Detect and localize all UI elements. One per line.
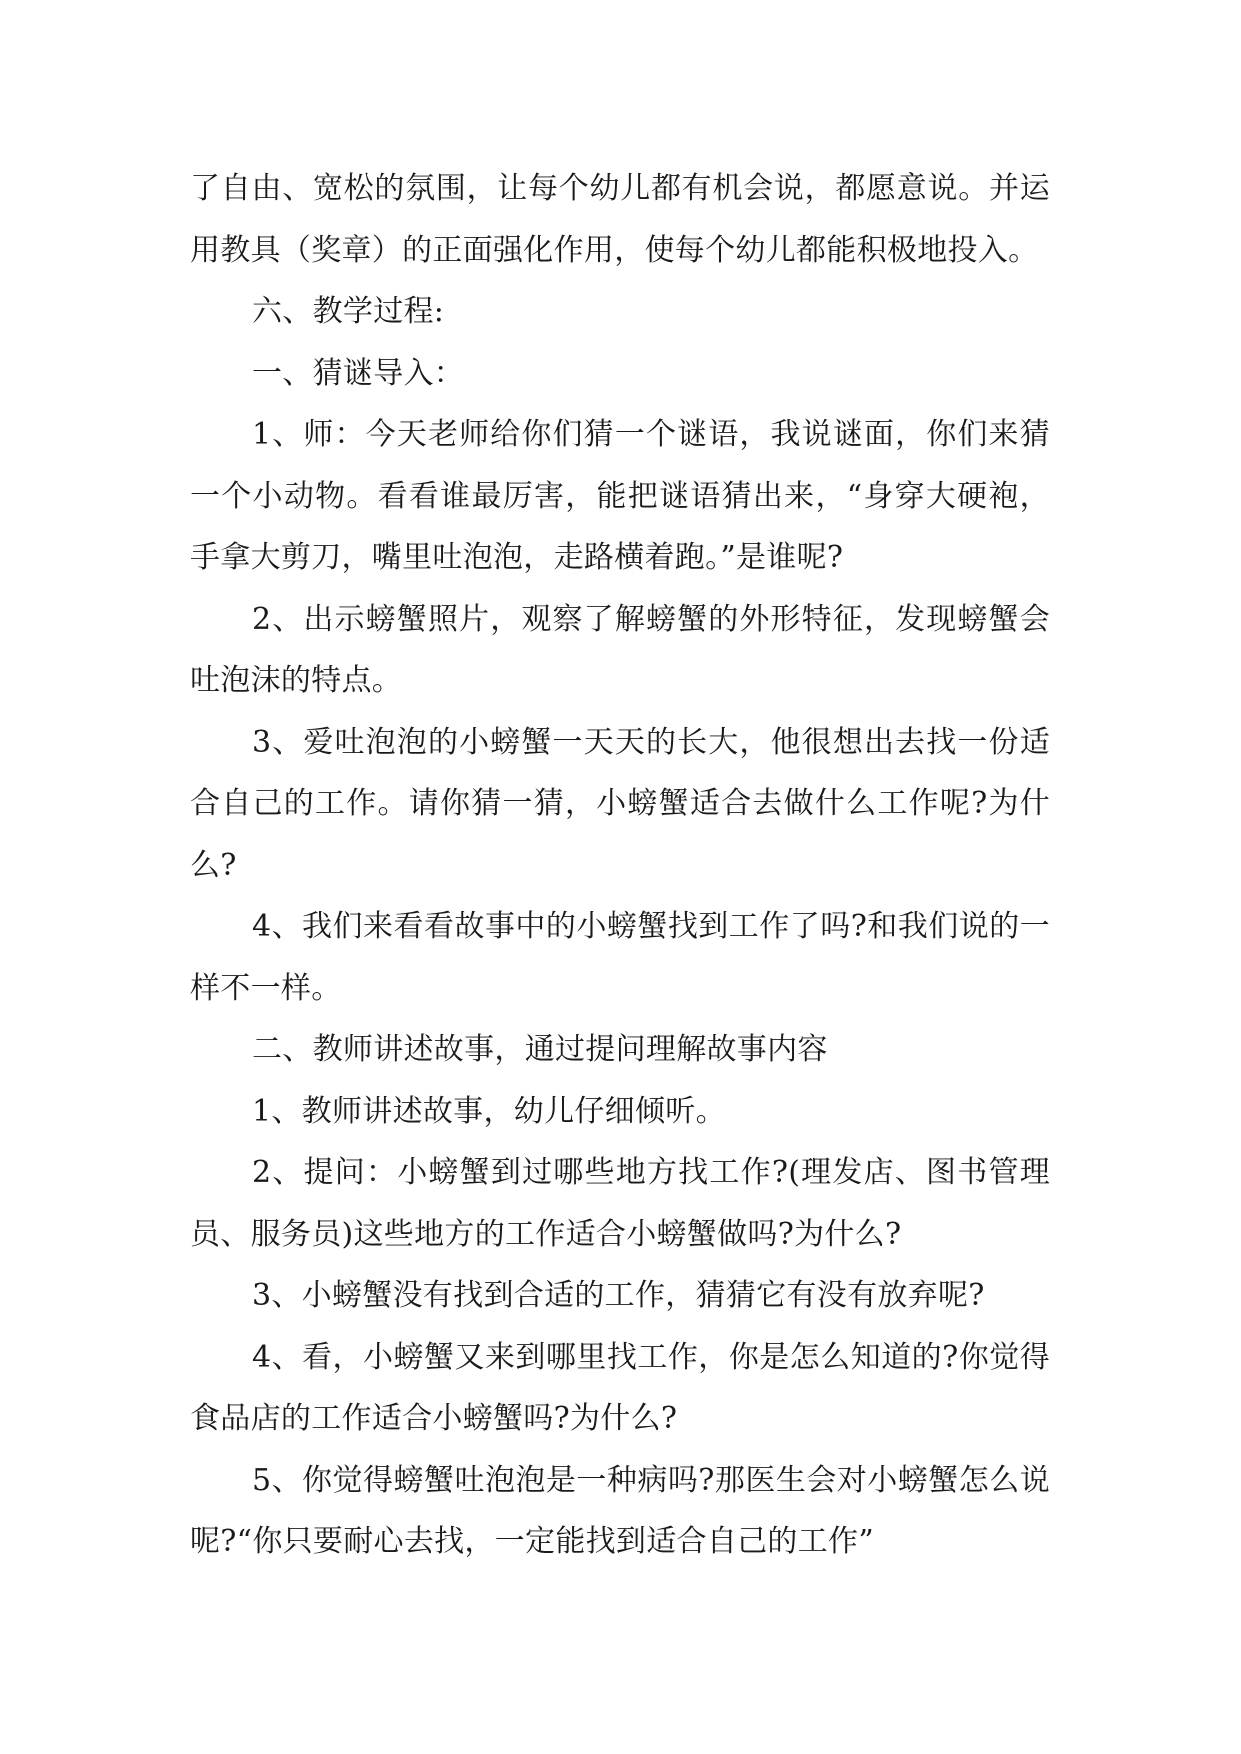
paragraph-story-step-4: 4、看，小螃蟹又来到哪里找工作，你是怎么知道的?你觉得食品店的工作适合小螃蟹吗?为什么? bbox=[190, 1339, 1050, 1436]
paragraph-story-step-2: 2、提问：小螃蟹到过哪些地方找工作?(理发店、图书管理员、服务员)这些地方的工作适合小螃蟹做吗?为什么? bbox=[190, 1155, 1050, 1252]
paragraph-riddle-step-3: 3、爱吐泡泡的小螃蟹一天天的长大，他很想出去找一份适合自己的工作。请你猜一猜，小螃蟹适合去做什么工作呢?为什么? bbox=[190, 724, 1050, 883]
paragraph-riddle-step-2: 2、出示螃蟹照片，观察了解螃蟹的外形特征，发现螃蟹会吐泡沫的特点。 bbox=[190, 601, 1050, 698]
document-body bbox=[190, 158, 1050, 1573]
paragraph-intro-continuation: 了自由、宽松的氛围，让每个幼儿都有机会说，都愿意说。并运用教具（奖章）的正面强化作用，使每个幼儿都能积极地投入。 bbox=[190, 171, 1050, 268]
heading-story-telling: 二、教师讲述故事，通过提问理解故事内容 bbox=[252, 1032, 828, 1067]
paragraph-riddle-step-4: 4、我们来看看故事中的小螃蟹找到工作了吗?和我们说的一样不一样。 bbox=[190, 909, 1050, 1006]
heading-riddle-intro: 一、猜谜导入： bbox=[252, 355, 465, 391]
paragraph-riddle-step-1: 1、师：今天老师给你们猜一个谜语，我说谜面，你们来猜一个小动物。看看谁最厉害，能把谜语猜出来，“身穿大硬袍，手拿大剪刀，嘴里吐泡泡，走路横着跑。”是谁呢? bbox=[190, 417, 1050, 575]
paragraph-story-step-1: 1、教师讲述故事，幼儿仔细倾听。 bbox=[252, 1093, 726, 1129]
paragraph-story-step-5: 5、你觉得螃蟹吐泡泡是一种病吗?那医生会对小螃蟹怎么说呢?“你只要耐心去找，一定能找到适合自己的工作” bbox=[190, 1462, 1050, 1559]
heading-teaching-process: 六、教学过程: bbox=[252, 294, 445, 329]
paragraph-story-step-3: 3、小螃蟹没有找到合适的工作，猜猜它有没有放弃呢? bbox=[252, 1278, 985, 1313]
